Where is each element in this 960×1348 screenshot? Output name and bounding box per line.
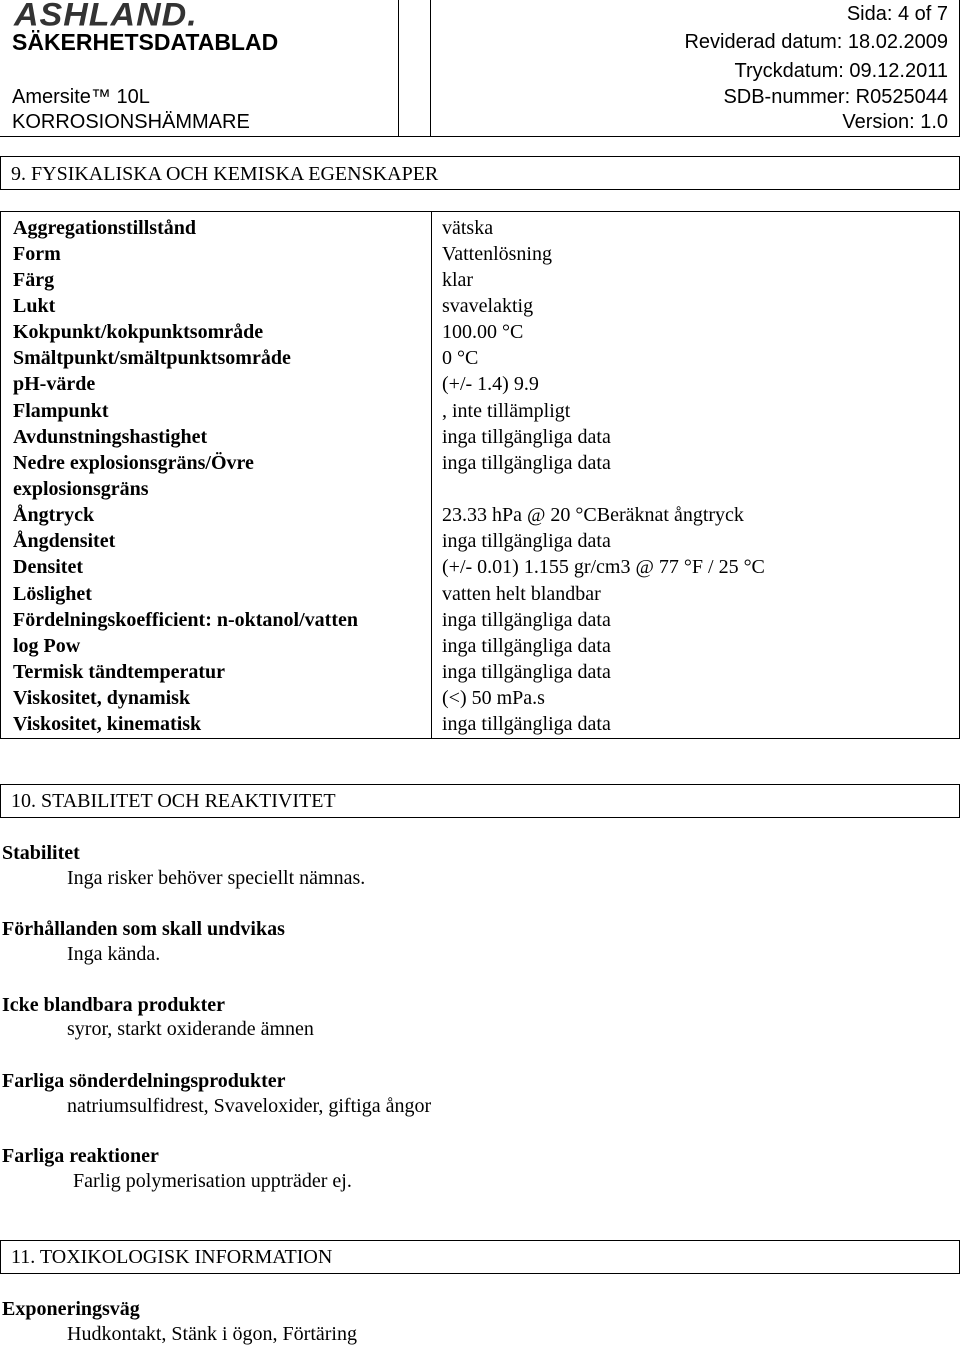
property-label: Smältpunkt/smältpunktsområde [13, 347, 291, 369]
property-value: klar [442, 269, 474, 291]
property-label: Avdunstningshastighet [13, 426, 208, 448]
property-value: (+/- 1.4) 9.9 [442, 373, 539, 395]
property-value: inga tillgängliga data [442, 661, 611, 683]
property-value: inga tillgängliga data [442, 530, 611, 552]
property-label: Ångtryck [13, 504, 95, 526]
property-label: Nedre explosionsgräns/Övre [13, 452, 254, 474]
section-9-header [0, 156, 960, 190]
property-value: 23.33 hPa @ 20 °CBeräknat ångtryck [442, 504, 744, 526]
property-value: , inte tillämpligt [442, 400, 571, 422]
subsection-heading: Farliga sönderdelningsprodukter [2, 1070, 286, 1092]
section-10-title: 10. STABILITET OCH REAKTIVITET [11, 790, 336, 812]
property-label: Viskositet, kinematisk [13, 713, 202, 735]
property-label: Flampunkt [13, 400, 109, 422]
revised-date: Reviderad datum: 18.02.2009 [684, 31, 948, 53]
subsection-text: Inga risker behöver speciellt nämnas. [67, 867, 366, 889]
property-value: inga tillgängliga data [442, 452, 611, 474]
property-label: Densitet [13, 556, 83, 578]
subsection-text: syror, starkt oxiderande ämnen [67, 1018, 314, 1040]
property-label: Färg [13, 269, 55, 291]
properties-table [0, 211, 960, 739]
property-value: svavelaktig [442, 295, 534, 317]
header-spacer [398, 0, 430, 137]
property-label: Fördelningskoefficient: n-oktanol/vatten [13, 609, 358, 631]
property-value: inga tillgängliga data [442, 635, 611, 657]
page-number: Sida: 4 of 7 [846, 3, 948, 25]
property-value: (<) 50 mPa.s [442, 687, 545, 709]
property-label: Viskositet, dynamisk [13, 687, 191, 709]
section-9-title: 9. FYSIKALISKA OCH KEMISKA EGENSKAPER [11, 163, 439, 185]
property-label: Ångdensitet [13, 530, 116, 552]
document-header [0, 0, 960, 137]
subsection-text: Hudkontakt, Stänk i ögon, Förtäring [67, 1323, 357, 1345]
section-11-header [0, 1240, 960, 1274]
property-label: Form [13, 243, 61, 265]
subsection-text: natriumsulfidrest, Svaveloxider, giftiga ångor [67, 1095, 432, 1117]
property-label: pH-värde [13, 373, 96, 395]
table-column-divider [431, 212, 432, 738]
property-value: vatten helt blandbar [442, 583, 601, 605]
version-number: Version: 1.0 [842, 111, 948, 133]
subsection-heading: Förhållanden som skall undvikas [2, 918, 285, 940]
subsection-text: Inga kända. [67, 943, 161, 965]
product-category: KORROSIONSHÄMMARE [12, 111, 250, 133]
property-value: 100.00 °C [442, 321, 524, 343]
property-value: inga tillgängliga data [442, 426, 611, 448]
subsection-text: Farlig polymerisation uppträder ej. [73, 1170, 352, 1192]
product-name: Amersite™ 10L [12, 86, 150, 108]
property-label: Kokpunkt/kokpunktsområde [13, 321, 264, 343]
section-10-header [0, 784, 960, 818]
property-label: Termisk tändtemperatur [13, 661, 226, 683]
property-label: Löslighet [13, 583, 92, 605]
property-value: Vattenlösning [442, 243, 552, 265]
property-value: (+/- 0.01) 1.155 gr/cm3 @ 77 °F / 25 °C [442, 556, 765, 578]
subsection-heading: Stabilitet [2, 842, 80, 864]
property-value: 0 °C [442, 347, 479, 369]
sdb-number: SDB-nummer: R0525044 [723, 86, 948, 108]
subsection-heading: Farliga reaktioner [2, 1145, 159, 1167]
property-value: vätska [442, 217, 494, 239]
property-value: inga tillgängliga data [442, 713, 611, 735]
property-label: log Pow [13, 635, 81, 657]
property-label: explosionsgräns [13, 478, 149, 500]
property-label: Lukt [13, 295, 56, 317]
document-title: SÄKERHETSDATABLAD [12, 29, 279, 55]
subsection-heading: Icke blandbara produkter [2, 994, 226, 1016]
print-date: Tryckdatum: 09.12.2011 [734, 60, 948, 82]
property-value: inga tillgängliga data [442, 609, 611, 631]
section-11-title: 11. TOXIKOLOGISK INFORMATION [11, 1246, 333, 1268]
ashland-logo: ASHLAND. [14, 0, 198, 34]
property-label: Aggregationstillstånd [13, 217, 196, 239]
subsection-heading: Exponeringsväg [2, 1298, 140, 1320]
